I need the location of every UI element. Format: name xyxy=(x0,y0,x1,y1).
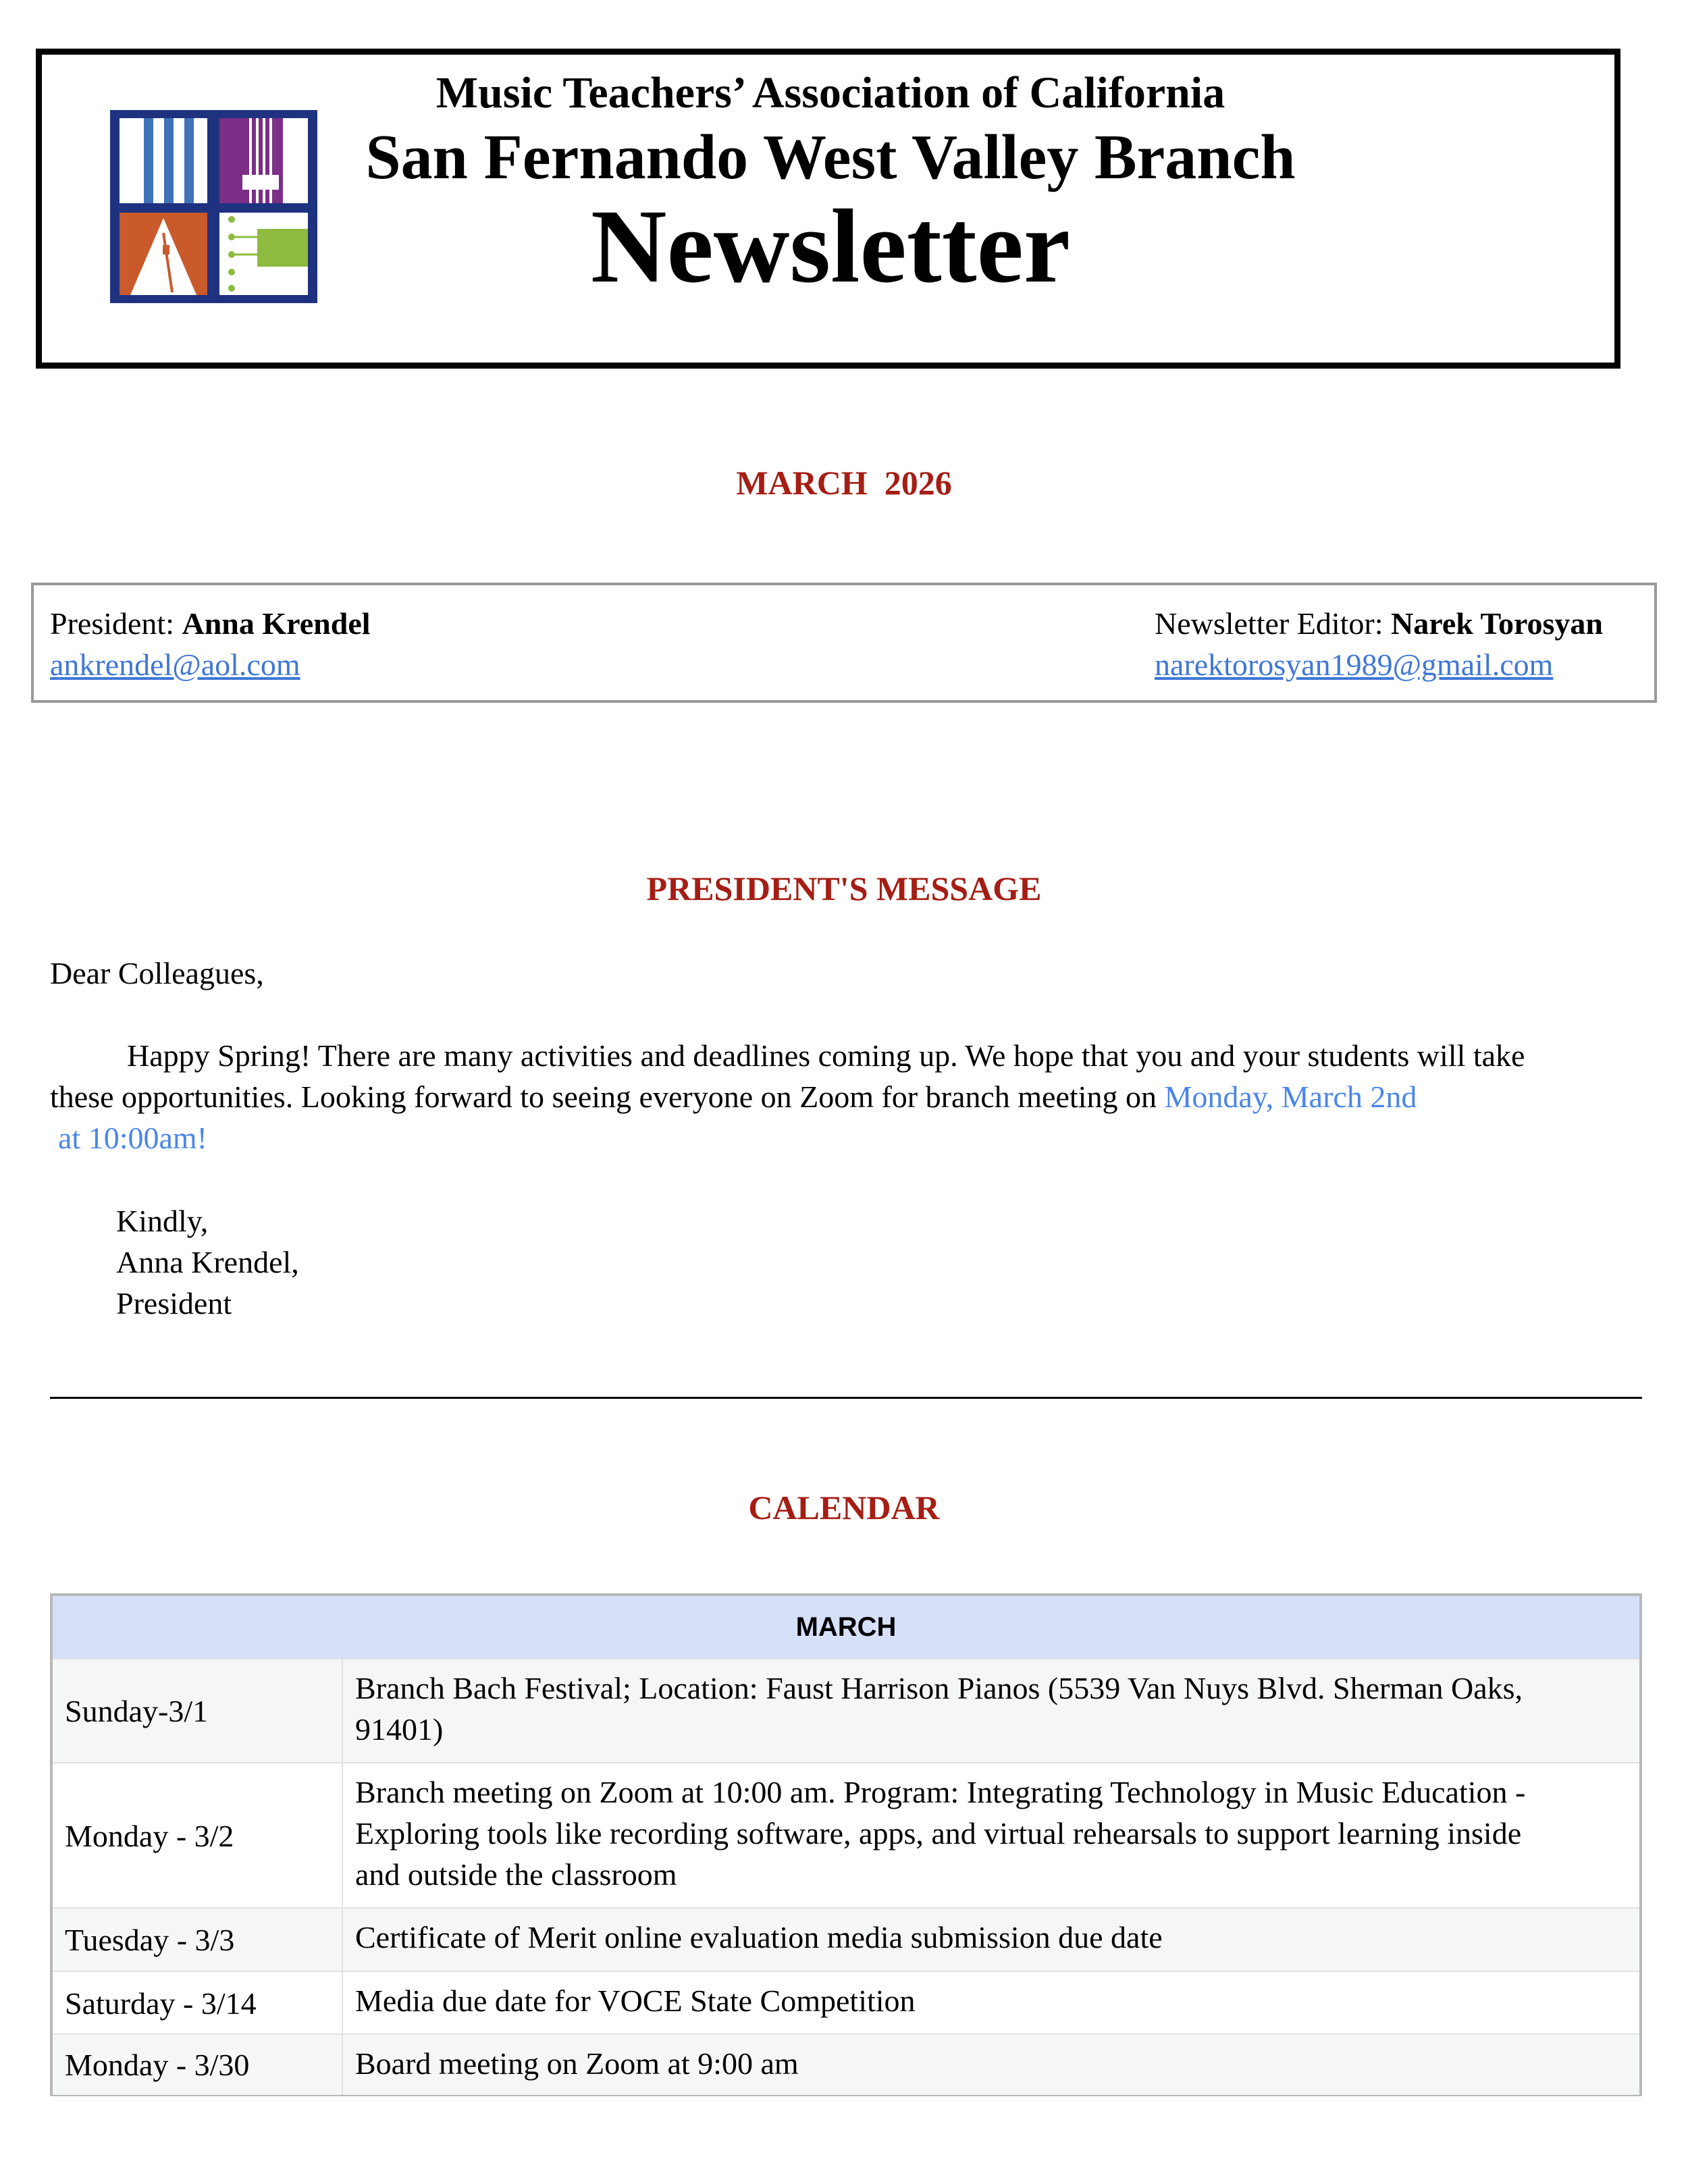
row-description-line: Media due date for VOCE State Competition xyxy=(355,1983,916,2018)
presidents-message-heading: PRESIDENT'S MESSAGE xyxy=(646,870,1042,907)
row-description xyxy=(343,1972,1639,2035)
signature-name: Anna Krendel, xyxy=(116,1245,299,1279)
president-email-link[interactable]: ankrendel@aol.com xyxy=(50,647,300,682)
row-description-line: and outside the classroom xyxy=(355,1857,677,1892)
row-day: Monday - 3/30 xyxy=(53,2035,343,2095)
row-day: Monday - 3/2 xyxy=(53,1763,343,1909)
row-description-line: Board meeting on Zoom at 9:00 am xyxy=(355,2046,799,2081)
president-name: Anna Krendel xyxy=(182,606,371,641)
row-day: Tuesday - 3/3 xyxy=(53,1909,343,1972)
signature-title: President xyxy=(116,1286,232,1321)
salutation: Dear Colleagues, xyxy=(50,956,264,990)
org-name: Music Teachers’ Association of California xyxy=(436,68,1225,117)
message-line-2 xyxy=(50,1076,1630,1118)
president-line xyxy=(50,604,371,644)
table-row xyxy=(53,2033,1639,2095)
message-line-2-text: these opportunities. Looking forward to seeing everyone on Zoom for branch meeting on xyxy=(50,1080,1165,1114)
table-row xyxy=(53,1907,1639,1972)
message-line-1: Happy Spring! There are many activities and deadlines coming up. We hope that you and your students will take xyxy=(127,1038,1525,1073)
meeting-date-highlight: Monday, March 2nd xyxy=(1164,1080,1417,1114)
row-description xyxy=(343,1659,1639,1763)
editor-email-link[interactable]: narektorosyan1989@gmail.com xyxy=(1155,647,1554,682)
closing: Kindly, xyxy=(116,1204,209,1238)
row-description xyxy=(343,1763,1639,1909)
meeting-time-highlight: at 10:00am! xyxy=(58,1121,207,1155)
row-description xyxy=(343,1909,1639,1972)
row-description-line: Branch meeting on Zoom at 10:00 am. Program: Integrating Technology in Music Education - xyxy=(355,1775,1526,1809)
row-description-line: Branch Bach Festival; Location: Faust Harrison Pianos (5539 Van Nuys Blvd. Sherman Oaks, xyxy=(355,1671,1523,1705)
row-description-line: Exploring tools like recording software, apps, and virtual rehearsals to support learning inside xyxy=(355,1816,1522,1850)
row-description-line: 91401) xyxy=(355,1712,444,1747)
section-divider xyxy=(50,1397,1642,1399)
president-label: President: xyxy=(50,606,182,641)
calendar-month-header: MARCH xyxy=(53,1596,1639,1658)
editor-label: Newsletter Editor: xyxy=(1155,606,1392,641)
editor-line xyxy=(1155,604,1603,644)
editor-name: Narek Torosyan xyxy=(1391,606,1604,641)
newsletter-title: Newsletter xyxy=(590,188,1071,304)
row-description xyxy=(343,2035,1639,2095)
row-description-line: Certificate of Merit online evaluation media submission due date xyxy=(355,1920,1163,1954)
row-day: Sunday-3/1 xyxy=(53,1659,343,1763)
calendar-heading: CALENDAR xyxy=(748,1489,940,1526)
table-row xyxy=(53,1658,1639,1763)
calendar-table xyxy=(50,1593,1642,2096)
table-row xyxy=(53,1971,1639,2035)
row-day: Saturday - 3/14 xyxy=(53,1972,343,2035)
issue-date: MARCH 2026 xyxy=(736,464,952,502)
branch-name: San Fernando West Valley Branch xyxy=(365,122,1296,192)
table-row xyxy=(53,1762,1639,1909)
